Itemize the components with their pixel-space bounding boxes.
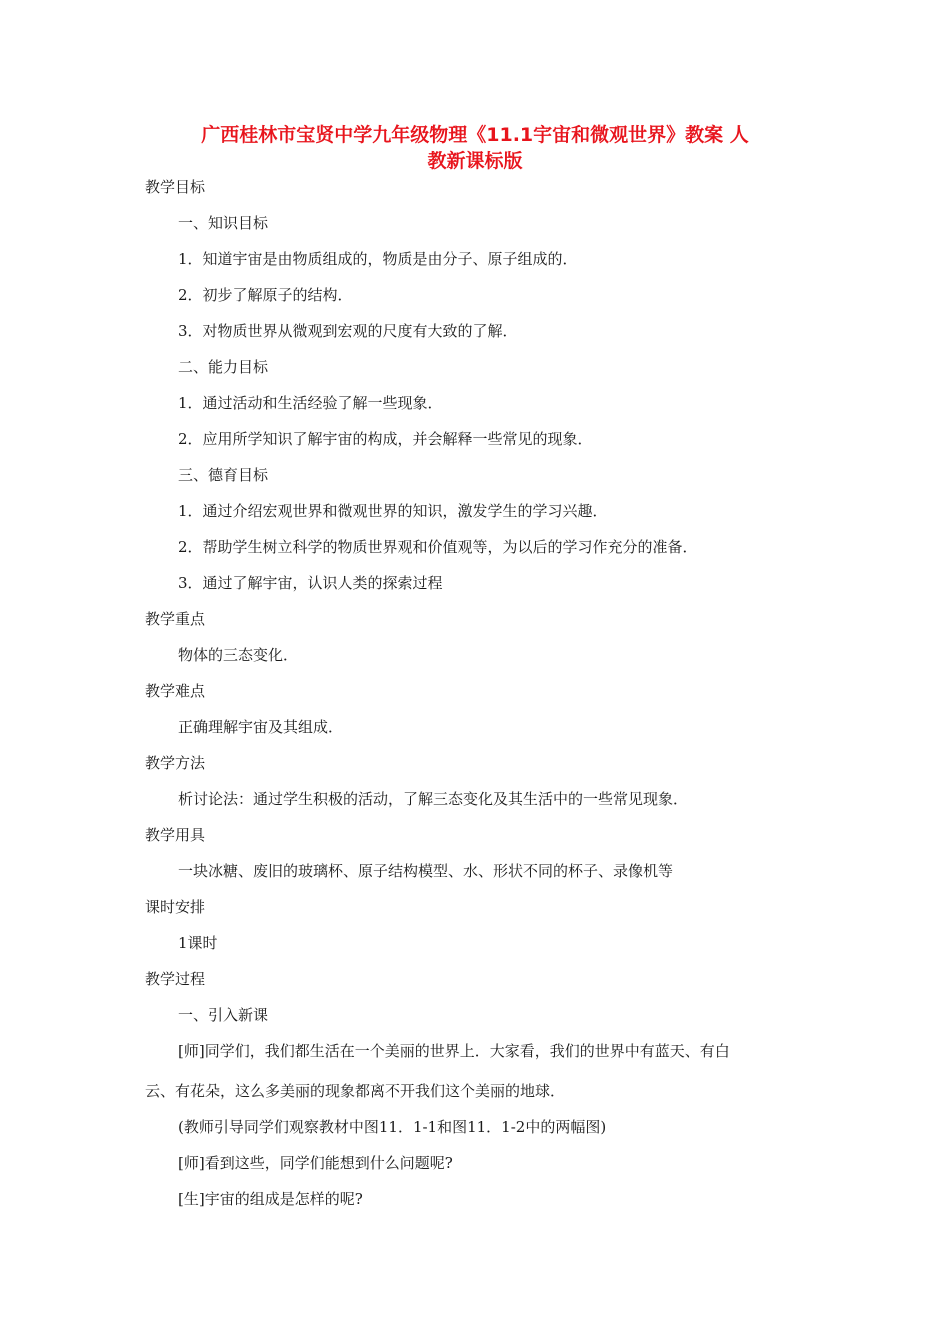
section-heading: 教学过程: [145, 970, 206, 988]
paragraph: 正确理解宇宙及其组成．: [178, 718, 344, 736]
section-heading: 教学难点: [145, 682, 206, 700]
subsection-heading: 二、能力目标: [178, 358, 269, 376]
paragraph: 析讨论法：通过学生积极的活动，了解三态变化及其生活中的一些常见现象．: [178, 790, 689, 808]
paragraph: 1．知道宇宙是由物质组成的，物质是由分子、原子组成的．: [178, 250, 578, 268]
paragraph: 3．通过了解宇宙，认识人类的探索过程: [178, 574, 443, 592]
paragraph: 2．应用所学知识了解宇宙的构成，并会解释一些常见的现象．: [178, 430, 593, 448]
section-heading: 教学重点: [145, 610, 206, 628]
paragraph: 2．初步了解原子的结构．: [178, 286, 353, 304]
subsection-heading: 一、知识目标: [178, 214, 269, 232]
section-heading: 教学用具: [145, 826, 206, 844]
paragraph: 云、有花朵，这么多美丽的现象都离不开我们这个美丽的地球．: [145, 1082, 566, 1100]
paragraph: [生]宇宙的组成是怎样的呢?: [178, 1190, 363, 1208]
paragraph: [师]看到这些，同学们能想到什么问题呢?: [178, 1154, 453, 1172]
section-heading: 教学目标: [145, 178, 206, 196]
document-title: [140, 122, 810, 174]
section-heading: 课时安排: [145, 898, 206, 916]
subsection-heading: 三、德育目标: [178, 466, 269, 484]
paragraph: 1课时: [178, 934, 218, 952]
paragraph: (教师引导同学们观察教材中图11．1-1和图11．1-2中的两幅图): [178, 1118, 607, 1136]
paragraph: [师]同学们，我们都生活在一个美丽的世界上．大家看，我们的世界中有蓝天、有白: [178, 1042, 730, 1060]
title-line-2: 教新课标版: [427, 150, 523, 172]
paragraph: 1．通过介绍宏观世界和微观世界的知识，激发学生的学习兴趣．: [178, 502, 608, 520]
paragraph: 2．帮助学生树立科学的物质世界观和价值观等，为以后的学习作充分的准备．: [178, 538, 698, 556]
paragraph: 1．通过活动和生活经验了解一些现象．: [178, 394, 443, 412]
section-heading: 教学方法: [145, 754, 206, 772]
title-line-1: 广西桂林市宝贤中学九年级物理《11.1宇宙和微观世界》教案 人: [201, 124, 749, 146]
paragraph: 物体的三态变化．: [178, 646, 299, 664]
paragraph: 一块冰糖、废旧的玻璃杯、原子结构模型、水、形状不同的杯子、录像机等: [178, 862, 674, 880]
subsection-heading: 一、引入新课: [178, 1006, 269, 1024]
paragraph: 3．对物质世界从微观到宏观的尺度有大致的了解．: [178, 322, 518, 340]
